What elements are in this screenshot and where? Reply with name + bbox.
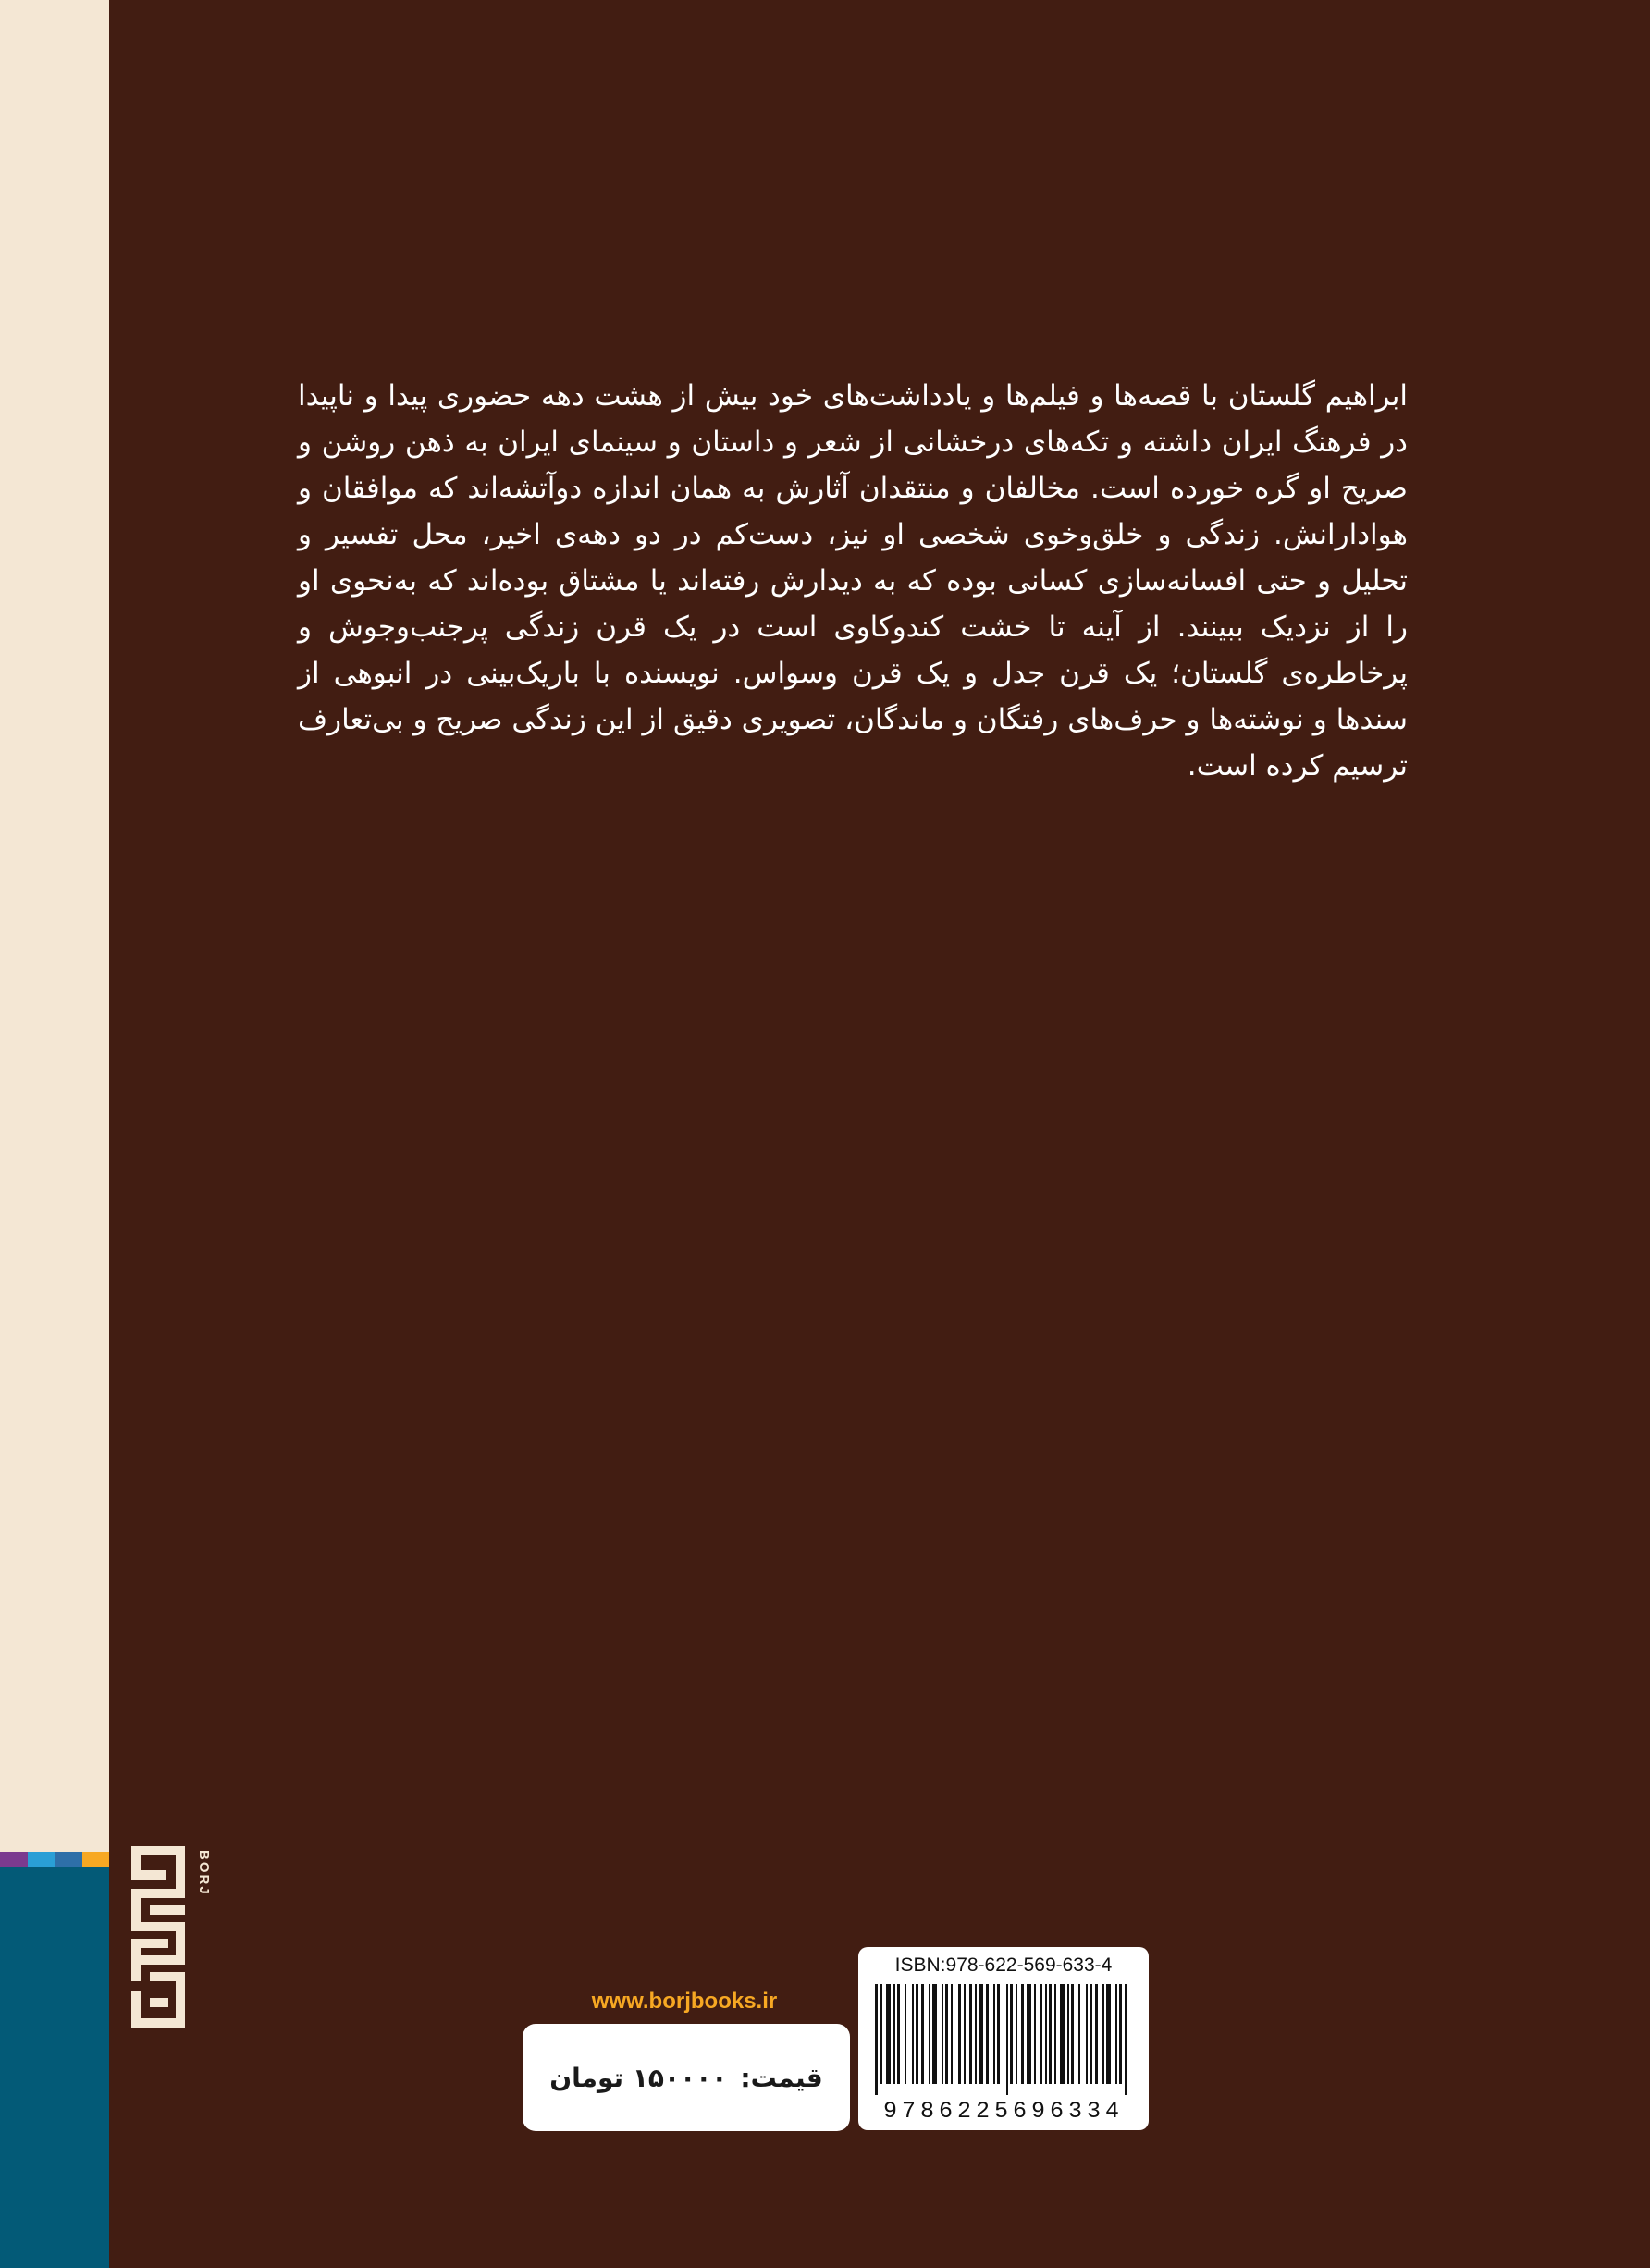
barcode-icon: [871, 1984, 1136, 2095]
price-value: ۱۵۰۰۰۰ تومان: [549, 2062, 728, 2093]
stripe-purple: [0, 1852, 28, 1867]
back-cover-blurb: ابراهیم گلستان با قصه‌ها و فیلم‌ها و یادداشت‌های خود بیش از هشت دهه حضوری پیدا و ناپیدا در فرهنگ ایران داشته و تکه‌های درخشانی از شعر و داستان و سینمای ایران به ذهن روشن و صریح او گره خورده است. مخالفان و منتقدان آثارش به همان اندازه دوآتشه‌اند که موافقان و هوادارانش. زندگی و خلق‌وخوی شخصی او نیز، دست‌کم در دو دهه‌ی اخیر، محل تفسیر و تحلیل و حتی افسانه‌سازی کسانی بوده که به دیدارش رفته‌اند یا مشتاق بوده‌اند که به‌نحوی او را از نزدیک ببینند. از آینه تا خشت کندوکاوی است در یک قرن زندگی پرجنب‌وجوش و پرخاطره‌ی گلستان؛ یک قرن جدل و یک قرن وسواس. نویسنده با باریک‌بینی در انبوهی از سندها و نوشته‌ها و حرف‌های رفتگان و ماندگان، تصویری دقیق از این زندگی صریح و بی‌تعارف ترسیم کرده است.: [298, 379, 1408, 783]
logo-wordmark: BORJ: [196, 1850, 212, 1896]
stripe-blue: [55, 1852, 82, 1867]
isbn-label: ISBN:978-622-569-633-4: [894, 1954, 1113, 1976]
publisher-website: www.borjbooks.ir: [591, 1989, 778, 2014]
publisher-logo: [129, 1846, 231, 2028]
stripe-cyan: [28, 1852, 55, 1867]
price-box: [523, 2024, 850, 2131]
spine-cream-panel: [0, 0, 109, 1852]
spine-blue-panel: [0, 1867, 109, 2268]
logo-mark-icon: [131, 1846, 185, 2028]
price-label: قیمت:: [740, 2062, 823, 2093]
stripe-orange: [82, 1852, 110, 1867]
isbn-barcode-box: [858, 1947, 1149, 2130]
barcode-digits: 9786225696334: [882, 2098, 1125, 2125]
spine-color-stripe: [0, 1852, 109, 1867]
